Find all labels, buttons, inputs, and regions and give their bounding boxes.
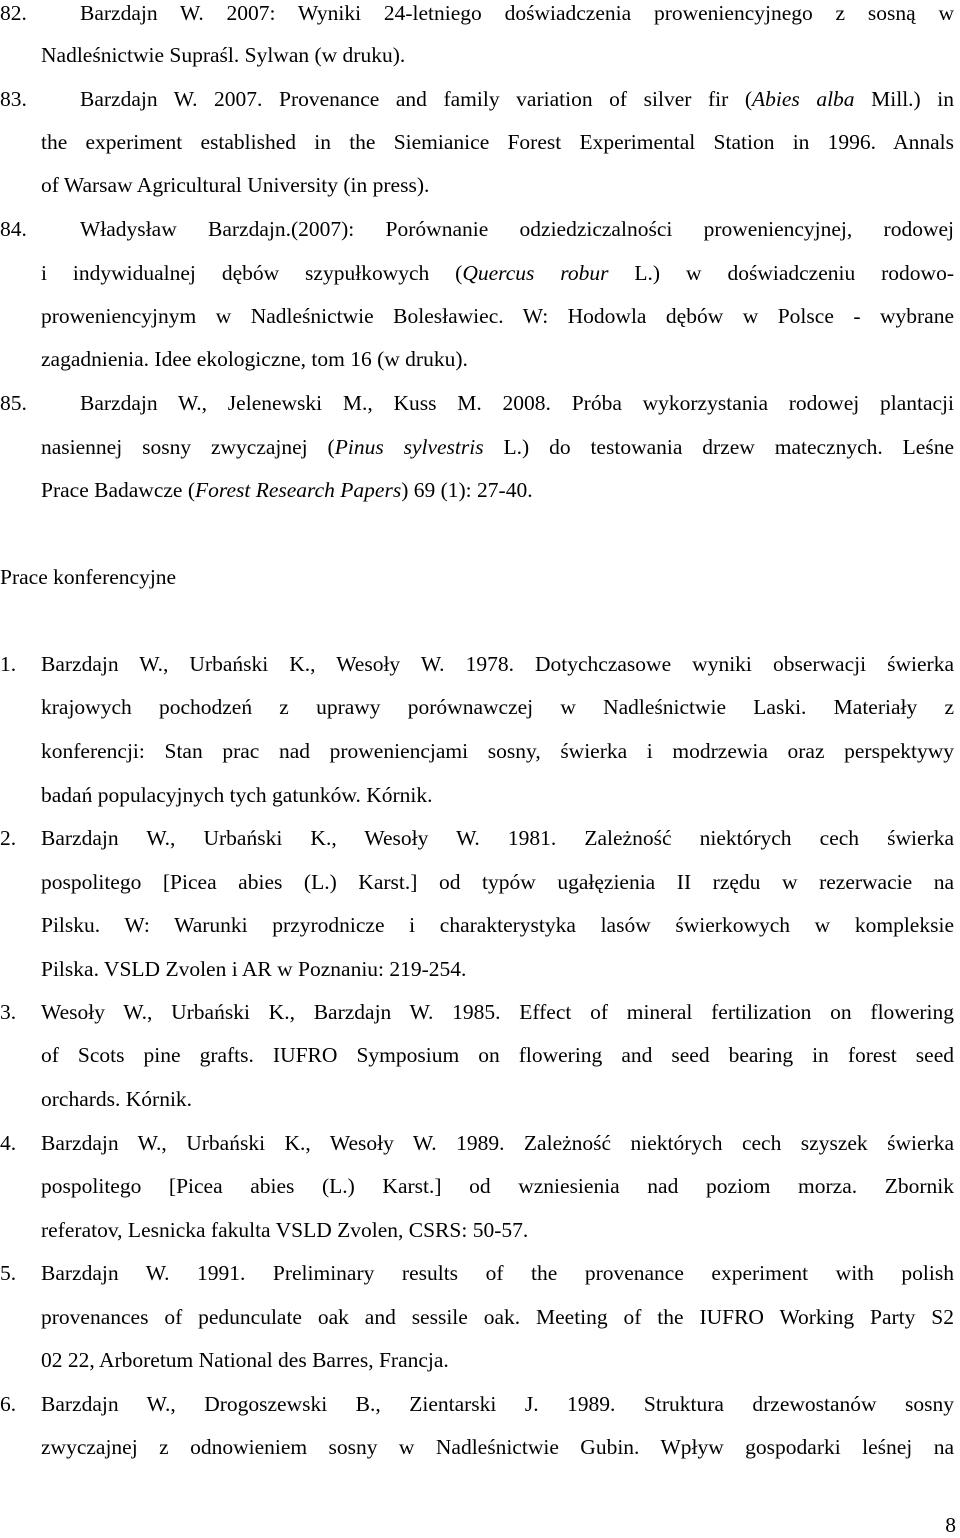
reference-text-line: the experiment established in the Siemianice Forest Experimental Station in 1996. Annals xyxy=(41,130,954,154)
reference-number: 85. xyxy=(0,391,27,415)
paper-text-line: Barzdajn W., Urbański K., Wesoły W. 1978. Dotychczasowe wyniki obserwacji świerka xyxy=(41,652,954,676)
paper-text-line: 02 22, Arboretum National des Barres, Francja. xyxy=(41,1348,449,1372)
paper-text-line: referatov, Lesnicka fakulta VSLD Zvolen, CSRS: 50-57. xyxy=(41,1218,529,1242)
reference-text-line: Nadleśnictwie Supraśl. Sylwan (w druku). xyxy=(41,43,406,67)
reference-number: 82. xyxy=(0,1,27,25)
reference-text-line: Barzdajn W. 2007. Provenance and family variation of silver fir (Abies alba Mill.) in xyxy=(80,87,954,111)
paper-text-line: Barzdajn W. 1991. Preliminary results of the provenance experiment with polish xyxy=(41,1261,954,1285)
section-heading: Prace konferencyjne xyxy=(0,565,177,589)
paper-text-line: Pilska. VSLD Zvolen i AR w Poznaniu: 219-254. xyxy=(41,957,467,981)
paper-text-line: pospolitego [Picea abies (L.) Karst.] od wzniesienia nad poziom morza. Zbornik xyxy=(41,1174,954,1198)
paper-text-line: provenances of pedunculate oak and sessile oak. Meeting of the IUFRO Working Party S2 xyxy=(41,1305,954,1329)
reference-85-continuation xyxy=(0,477,960,555)
conference-paper-6-continuation xyxy=(0,1434,960,1512)
paper-number: 4. xyxy=(0,1131,17,1155)
paper-text-line: pospolitego [Picea abies (L.) Karst.] od typów ugałęzienia II rzędu w rezerwacie na xyxy=(41,870,954,894)
reference-text-line: Barzdajn W. 2007: Wyniki 24-letniego doświadczenia proweniencyjnego z sosną w xyxy=(80,1,954,25)
reference-text-line: Barzdajn W., Jelenewski M., Kuss M. 2008. Próba wykorzystania rodowej plantacji xyxy=(80,391,954,415)
paper-text-line: Barzdajn W., Urbański K., Wesoły W. 1989. Zależność niektórych cech szyszek świerka xyxy=(41,1131,954,1155)
reference-number: 83. xyxy=(0,87,27,111)
reference-text-line: Władysław Barzdajn.(2007): Porównanie odziedziczalności proweniencyjnej, rodowej xyxy=(80,217,954,241)
paper-number: 1. xyxy=(0,652,17,676)
reference-text-line: Prace Badawcze (Forest Research Papers) 69 (1): 27-40. xyxy=(41,478,533,502)
reference-text-line: proweniencyjnym w Nadleśnictwie Bolesławiec. W: Hodowla dębów w Polsce - wybrane xyxy=(41,304,954,328)
paper-number: 6. xyxy=(0,1392,17,1416)
paper-number: 3. xyxy=(0,1000,17,1024)
paper-text-line: Barzdajn W., Urbański K., Wesoły W. 1981. Zależność niektórych cech świerka xyxy=(41,826,954,850)
paper-text-line: krajowych pochodzeń z uprawy porównawczej w Nadleśnictwie Laski. Materiały z xyxy=(41,695,954,719)
paper-text-line: of Scots pine grafts. IUFRO Symposium on flowering and seed bearing in forest seed xyxy=(41,1043,954,1067)
paper-text-line: orchards. Kórnik. xyxy=(41,1087,193,1111)
paper-text-line: Barzdajn W., Drogoszewski B., Zientarski J. 1989. Struktura drzewostanów sosny xyxy=(41,1392,954,1416)
reference-text-line: i indywidualnej dębów szypułkowych (Quercus robur L.) w doświadczeniu rodowo- xyxy=(41,261,954,285)
paper-text-line: Pilsku. W: Warunki przyrodnicze i charakterystyka lasów świerkowych w kompleksie xyxy=(41,913,954,937)
reference-text-line: of Warsaw Agricultural University (in press). xyxy=(41,173,430,197)
reference-text-line: nasiennej sosny zwyczajnej (Pinus sylvestris L.) do testowania drzew matecznych. Leśne xyxy=(41,435,954,459)
page-number: 8 xyxy=(945,1513,956,1537)
paper-text-line: Wesoły W., Urbański K., Barzdajn W. 1985. Effect of mineral fertilization on flowering xyxy=(41,1000,954,1024)
paper-text-line: konferencji: Stan prac nad proweniencjami sosny, świerka i modrzewia oraz perspektywy xyxy=(41,739,954,763)
reference-number: 84. xyxy=(0,217,27,241)
paper-text-line: zwyczajnej z odnowieniem sosny w Nadleśnictwie Gubin. Wpływ gospodarki leśnej na xyxy=(41,1435,954,1459)
paper-number: 5. xyxy=(0,1261,17,1285)
reference-text-line: zagadnienia. Idee ekologiczne, tom 16 (w druku). xyxy=(41,347,468,371)
paper-number: 2. xyxy=(0,826,17,850)
paper-text-line: badań populacyjnych tych gatunków. Kórnik. xyxy=(41,783,433,807)
